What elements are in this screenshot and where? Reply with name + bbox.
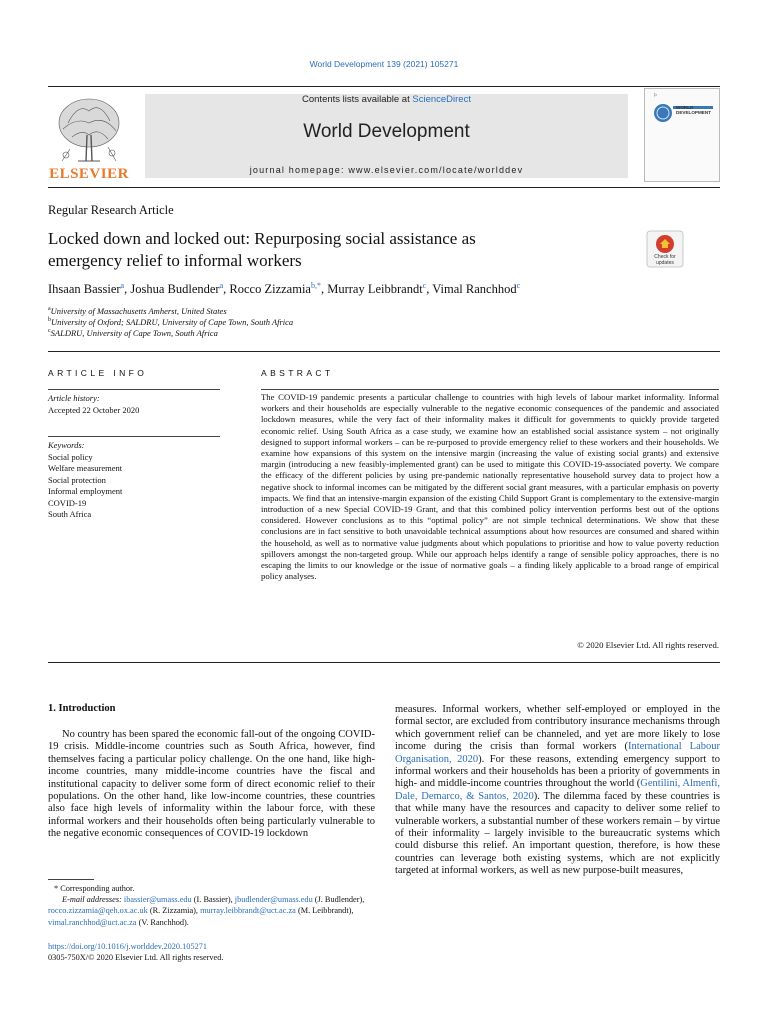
author[interactable]: Joshua Budlender$^a$ xyxy=(130,281,224,297)
email-link[interactable]: jbudlender@umass.edu xyxy=(234,895,313,905)
article-title xyxy=(48,228,608,272)
accepted-date: Accepted 22 October 2020 xyxy=(48,404,140,415)
citation-link[interactable]: International Labour Organisation, 2020 xyxy=(395,741,720,765)
article-history xyxy=(48,393,220,416)
info-rule xyxy=(48,436,220,437)
intro-right-column xyxy=(395,704,720,878)
footnotes xyxy=(48,883,375,928)
abstract-text: The COVID-19 pandemic presents a particular challenge to countries with high levels of labour market informality. Informal workers and their households are especially vulnerable to the negative economic consequences of the pandemic and associated lockdown measures, while the very fact of their informality makes it difficult for governments to quickly provide targeted economic relief. Using South Africa as a case study, we examine how an established social assistance system – not originally designed to support informal workers – can be re-purposed to provide emergency relief to these workers and their households. We examine how expansions of this system on the intensive margin (increasing the value of existing social grants) and extensive margin (introducing a new feasibly-implemented grant) can be used to mitigate this COVID-19-associated poverty. We compare the efficacy of the different policies by using pre-pandemic nationally representative household survey data to project how a negative shock to informal incomes can be mitigated by the different social grant measures, with a particular emphasis on poverty impacts. We find that an intensive-margin expansion of the existing Child Support Grant is complementary to the extensive-margin introduction of a new Special COVID-19 Grant, and that this combined policy intervention performs best out of the options considered. However conclusions as to this “optimal policy” are not simple technical determinations. We show that these conclusions are in fact sensitive to both unavoidable technical assumptions about how resources are consumed and shared within the household, as well as to normative value judgments about which populations to prioritise and how to value poverty reduction spillovers amongst the non-targeted group. While our approach helps identify a range of sensible policy approaches, there is no escaping the limits to our knowledge or the issue of normative goals – a finding likely applicable to a broad range of empirical policy analyses. xyxy=(261,392,719,582)
keyword: Welfare measurement xyxy=(48,463,123,473)
keywords-label: Keywords: xyxy=(48,440,85,450)
affiliation: $^a$University of Massachusetts Amherst, United States xyxy=(48,306,227,316)
keyword: South Africa xyxy=(48,509,92,519)
issn-copyright: 0305-750X/© 2020 Elsevier Ltd. All rights reserved. xyxy=(48,953,224,963)
check-for-updates-badge[interactable] xyxy=(646,230,684,268)
author[interactable]: Rocco Zizzamia$^{b,*}$ xyxy=(229,281,321,297)
keyword: Social protection xyxy=(48,474,106,485)
article-type: Regular Research Article xyxy=(48,203,174,217)
email-link[interactable]: murray.leibbrandt@uct.ac.za xyxy=(200,906,296,916)
journal-title: World Development xyxy=(303,121,470,142)
citation-link[interactable]: Gentilini, Almenfi, Dale, Demarco, & Santos, 2020 xyxy=(395,778,721,802)
keyword: COVID-19 xyxy=(48,497,87,508)
email-link[interactable]: vimal.ranchhod@uct.ac.za xyxy=(48,917,137,927)
intro-text: ). The dilemma faced by these countries is that while many have the resources and capacity to deliver some relief to vulnerable workers, a substantial number of these workers remain – by virtue of their informality – largely invisible to the bureaucratic systems which could disburse this relief. An important question, therefore, is how these countries can leverage both existing systems, which are not explicitly targeted at informal workers, as well as new purpose-built measures, xyxy=(395,790,720,877)
corresponding-author-note: * Corresponding author. xyxy=(54,884,135,893)
intro-paragraph: No country has been spared the economic fall-out of the ongoing COVID-19 crisis. Middle-income countries such as South Africa, however, find themselves facing a particular policy challenge. On the one hand, like high-income countries, many middle-income countries have the fiscal and institutional capacity to deliver some form of direct economic relief to their populations. On the other hand, like low-income countries, these countries also face high levels of informality within the labour force, with these informal workers and their households often being particularly vulnerable to the negative economic consequences of COVID-19 lockdown xyxy=(48,729,375,840)
keyword: Informal employment xyxy=(48,486,123,496)
journal-homepage[interactable]: journal homepage: www.elsevier.com/locate/worlddev xyxy=(249,165,524,175)
info-rule xyxy=(48,389,220,390)
journal-cover-thumbnail xyxy=(644,88,720,182)
cover-title: WORLD DEVELOPMENT xyxy=(676,105,711,115)
keyword: Social policy xyxy=(48,451,93,462)
title-line-1: Locked down and locked out: Repurposing social assistance as xyxy=(48,229,476,248)
sciencedirect-link[interactable]: ScienceDirect xyxy=(412,94,471,105)
doi-link[interactable]: https://doi.org/10.1016/j.worlddev.2020.105271 xyxy=(48,942,208,951)
affiliation: $^c$SALDRU, University of Cape Town, South Africa xyxy=(48,328,218,338)
abstract-copyright: © 2020 Elsevier Ltd. All rights reserved. xyxy=(577,640,719,650)
cover-globe-icon xyxy=(645,89,719,181)
title-line-2: emergency relief to informal workers xyxy=(48,251,302,270)
introduction-heading: 1. Introduction xyxy=(48,703,116,714)
intro-text: ). For these reasons, extending emergency support to informal workers and their households has been a priority of governments in high- and middle-income countries throughout the world ( xyxy=(395,753,720,790)
abstract-rule xyxy=(261,389,719,390)
section-divider xyxy=(48,662,720,663)
author[interactable]: Murray Leibbrandt$^c$ xyxy=(327,281,427,297)
updates-label: Check for updates xyxy=(654,254,676,266)
contents-line xyxy=(145,94,628,105)
doi-block xyxy=(48,941,375,963)
contents-prefix: Contents lists available at xyxy=(302,94,413,105)
abstract-heading: ABSTRACT xyxy=(261,368,334,378)
email-addresses: E-mail addresses: ibassier@umass.edu (I. Bassier), jbudlender@umass.edu (J. Budlender), rocco.zizzamia@qeh.ox.ac.uk (R. Zizzamia), murray.leibbrandt@uct.ac.za (M. Leibbrandt), vimal.ranchhod@uct.ac.za (V. Ranchhod). xyxy=(48,895,365,927)
footnote-rule xyxy=(48,879,94,880)
intro-text: measures. Informal workers, whether self-employed or employed in the formal sector, are excluded from contributory insurance mechanisms through which government relief can be channeled, and yet are more likely to lose income during the crisis than formal workers ( xyxy=(395,704,720,753)
history-label: Article history: xyxy=(48,393,100,403)
author[interactable]: Ihsaan Bassier$^a$ xyxy=(48,281,125,297)
keywords-block xyxy=(48,440,220,521)
intro-left-column xyxy=(48,729,375,841)
email-link[interactable]: rocco.zizzamia@qeh.ox.ac.uk xyxy=(48,906,148,916)
svg-text:⚐: ⚐ xyxy=(653,93,658,99)
affiliation: $^b$University of Oxford; SALDRU, University of Cape Town, South Africa xyxy=(48,317,294,327)
email-link[interactable]: ibassier@umass.edu xyxy=(123,895,192,905)
section-divider xyxy=(48,351,720,352)
publisher-name: ELSEVIER xyxy=(49,166,129,182)
article-info-heading: ARTICLE INFO xyxy=(48,368,148,378)
author[interactable]: Vimal Ranchhod$^c$ xyxy=(432,281,521,297)
author-list: Ihsaan Bassier$^a$, Joshua Budlender$^a$, Rocco Zizzamia$^{b,*}$, Murray Leibbrandt$^c$, Vimal Ranchhod$^c$ xyxy=(48,281,521,297)
journal-citation[interactable]: World Development 139 (2021) 105271 xyxy=(309,59,459,69)
